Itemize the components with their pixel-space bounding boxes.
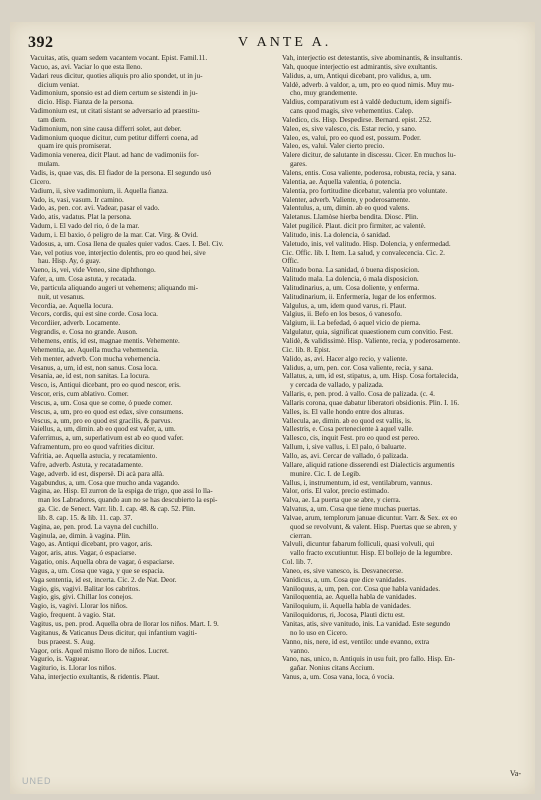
dictionary-line: Valva, ae. La puerta que se abre, y cierra. [282, 496, 401, 505]
dictionary-line: Vehementia, ae. Aquella mucha vehemencia. [30, 345, 159, 354]
dictionary-line: Vagor, aris, atus. Vagar, ó espaciarse. [30, 549, 137, 558]
dictionary-line: Vanidicus, a, um. Cosa que dice vanidades. [282, 575, 407, 584]
dictionary-line: vanno. [290, 646, 310, 655]
dictionary-line: Vadum, i. El baxio, ó peligro de la mar. Cat. Virg. & Ovid. [30, 230, 198, 239]
dictionary-line: quod se revolvunt, & valent. Hisp. Puertas que se abren, y [290, 522, 457, 531]
dictionary-line: Vaha, interjectio exultantis, & ridentis. Plaut. [30, 673, 160, 682]
dictionary-line: mulam. [38, 160, 60, 169]
dictionary-line: Vacuo, as, avi. Vaciar lo que esta lleno. [30, 62, 143, 71]
dictionary-line: Offic. [282, 257, 299, 266]
dictionary-line: Vecordia, ae. Aquella locura. [30, 301, 114, 310]
dictionary-line: Vadimonium, non sine causa differri solet, aut deber. [30, 124, 182, 133]
dictionary-line: Valido, as, avi. Hacer algo recio, y valiente. [282, 354, 408, 363]
dictionary-line: gañar. Nonius citans Accium. [290, 664, 375, 673]
dictionary-line: Vesco, is, Antiqui dicebant, pro eo quod nescor, eris. [30, 381, 181, 390]
dictionary-line: Vanus, a, um. Cosa vana, loca, ó vocia. [282, 673, 395, 682]
dictionary-line: Vadimonium, sponsio est ad diem certum se sistendi in ju- [30, 89, 198, 98]
dictionary-line: Cic. Offic. lib. I. Item. La salud, y convalecencia. Cic. 2. [282, 248, 445, 257]
dictionary-line: Vagitanus, & Vaticanus Deus dicitur, qui infantium vagiti- [30, 628, 198, 637]
dictionary-line: Vadosus, a, um. Cosa llena de quales quier vados. Caes. I. Bel. Civ. [30, 239, 224, 248]
dictionary-line: Valgius, ii. Befo en los besos, ó vanesofo. [282, 310, 402, 319]
dictionary-line: Vesanus, a, um, id est, non sanus. Cosa loca. [30, 363, 158, 372]
dictionary-line: Valens, entis. Cosa valiente, poderosa, robusta, recia, y sana. [282, 168, 457, 177]
dictionary-line: hau. Hisp. Ay, ó guay. [38, 257, 101, 266]
dictionary-line: Vagina, ae. Hisp. El zurron de la espiga de trigo, que assi lo lla- [30, 487, 213, 496]
dictionary-line: Valdè, adverb. à valdor, a, um, pro eo quod nimis. Muy mu- [282, 80, 454, 89]
dictionary-line: Vagor, oris. Aquel mismo lloro de niños. Lucret. [30, 646, 169, 655]
dictionary-line: vallo fracto excutiuntur. Hisp. El bollejo de la legumbre. [290, 549, 453, 558]
dictionary-line: Vadium, ii, sive vadimonium, ii. Aquella fianza. [30, 186, 168, 195]
dictionary-line: Vallus, i, instrumentum, id est, ventilabrum, vannus. [282, 478, 433, 487]
dictionary-line: Validus, a, um, Antiqui dicebant, pro validus, a, um. [282, 71, 432, 80]
dictionary-line: Vage, adverb. id est, dispersè. Di acà para allà. [30, 469, 164, 478]
dictionary-line: Cicero. [30, 177, 51, 186]
dictionary-line: munire. Cic. I. de Legib. [290, 469, 361, 478]
dictionary-line: Valetudo, inis, vel valitudo. Hisp. Dolencia, y enfermedad. [282, 239, 451, 248]
dictionary-line: Col. lib. 7. [282, 558, 313, 567]
dictionary-line: cierran. [290, 531, 312, 540]
dictionary-line: Vagio, gis, vagivi. Balitar los cabritos. [30, 584, 140, 593]
dictionary-line: Vaneo, es, sive vanesco, is. Desvanecerse. [282, 566, 403, 575]
running-title: V ANTE A. [238, 35, 332, 50]
dictionary-line: Valvuli, dicuntur fabarum folliculi, quasi volvuli, qui [282, 540, 435, 549]
dictionary-line: Valentia, ae. Aquella valentia, ó potencia. [282, 177, 402, 186]
dictionary-line: Vadis, is, quae vas, dis. El fiador de la persona. El segundo usó [30, 168, 212, 177]
dictionary-line: Vafre, adverb. Astuta, y recatadamente. [30, 460, 143, 469]
dictionary-line: Valles, is. El valle hondo entre dos alturas. [282, 407, 405, 416]
dictionary-line: Vanno, nis, nere, id est, ventilo: unde evanno, extra [282, 637, 430, 646]
dictionary-line: nuit, ut vesanus. [38, 292, 85, 301]
dictionary-line: Vehemens, entis, id est, magnae mentis. Vehemente. [30, 337, 180, 345]
dictionary-line: Vagitus, us, pen. prod. Aquella obra de llorar los niños. Mart. I. 9. [30, 620, 219, 628]
dictionary-line: Valitudo, inis. La dolencia, ó sanidad. [282, 230, 391, 239]
dictionary-line: Valgulatur, quia, significat quaestionem cum convitio. Fest. [282, 328, 453, 337]
dictionary-line: Valenter, adverb. Valiente, y poderosamente. [282, 195, 411, 204]
dictionary-line: Valitudo mala. La dolencia, ó mala disposicion. [282, 275, 419, 284]
dictionary-line: Vaframentum, pro eo quod vafrities dicitur. [30, 443, 155, 452]
book-page [10, 22, 535, 794]
dictionary-line: Vado, as, pen. cor. avi. Vadear, pasar el vado. [30, 204, 160, 213]
dictionary-line: Vallo, as, avi. Cercar de vallado, ó palizada. [282, 451, 409, 460]
dictionary-line: Vallatus, a, um, id est, stipatus, a, um. Hisp. Cosa fortalecida, [282, 372, 459, 381]
dictionary-line: Valvae, arum, templorum januae dicuntur. Varr. & Sex. ex eo [282, 513, 458, 522]
dictionary-line: Valedico, cis. Hisp. Despedirse. Bernard. epist. 252. [282, 115, 432, 124]
dictionary-line: Vescus, a, um, pro eo quod est gracilis, & parvus. [30, 416, 173, 425]
dictionary-line: Valeo, es, sive valesco, cis. Estar recio, y sano. [282, 124, 417, 133]
dictionary-line: gares. [290, 160, 307, 169]
dictionary-line: Vadimonium est, ut citati sistant se adversario ad praestitu- [30, 107, 200, 116]
dictionary-line: Vagina, ae, pen. prod. La vayna del cuchillo. [30, 522, 159, 531]
catchword: Va- [509, 769, 521, 778]
dictionary-line: Validè, & validissimè. Hisp. Valiente, recia, y poderosamente. [282, 337, 461, 345]
dictionary-line: Validus, a, um, pen. cor. Cosa valiente, recia, y sana. [282, 363, 434, 372]
dictionary-line: Vafer, a, um. Cosa astuta, y recatada. [30, 275, 137, 284]
dictionary-line: quam ire quis promiserat. [38, 142, 112, 151]
page-header [28, 34, 518, 54]
dictionary-line: cho, muy grandemente. [290, 89, 358, 98]
dictionary-line: Vadimonium quoque dicitur, cum petitur differri coena, ad [30, 133, 198, 142]
dictionary-line: bus praeest. S. Aug. [38, 637, 96, 646]
dictionary-line: Vallestris, e. Cosa perteneciente à aquel valle. [282, 425, 414, 434]
page-number: 392 [28, 34, 54, 51]
dictionary-line: Vanitas, atis, sive vanitudo, inis. La vanidad. Este segundo [282, 620, 451, 628]
dictionary-line: Valentulus, a, um, dimin. ab eo quod valens. [282, 204, 410, 213]
dictionary-line: Vano, nas, unico, n. Antiquis in usu fuit, pro fallo. Hisp. En- [282, 655, 455, 664]
dictionary-line: Vaniloquidorus, ri, Jocosa, Plauti dictu est. [282, 611, 405, 620]
dictionary-line: y cercada de vallado, y palizada. [290, 381, 384, 390]
dictionary-line: Vadari reus dicitur, quoties aliquis pro alio spondet, ut in ju- [30, 71, 203, 80]
dictionary-line: Valentia, pro fortitudine dicebatur, valentia pro voluntate. [282, 186, 448, 195]
dictionary-line: Valor, oris. El valor, precio estimado. [282, 487, 390, 496]
dictionary-line: Vagiturio, is. Llorar los niños. [30, 664, 117, 673]
dictionary-line: Ve, particula aliquando augeri ut vehemens; aliquando mi- [30, 283, 199, 292]
dictionary-line: man los Labradores, quando aun no se has descubierto la espi- [38, 496, 218, 505]
dictionary-line: Vaga sententia, id est, incerta. Cic. 2. de Nat. Deor. [30, 575, 177, 584]
dictionary-line: Vaginula, ae, dimin. à vagina. Plin. [30, 531, 131, 540]
dictionary-line: Vagio, is, vagivi. Llorar los niños. [30, 602, 128, 611]
library-watermark: UNED [22, 776, 52, 786]
left-column [30, 54, 268, 782]
dictionary-line: Valet pugilicè. Plaut. dicit pro firmiter, ac valentè. [282, 222, 426, 231]
dictionary-line: Vagabundus, a, um. Cosa que mucho anda vagando. [30, 478, 180, 487]
dictionary-line: Vallecula, ae, dimin. ab eo quod est vallis, is. [282, 416, 412, 425]
dictionary-line: Valeo, es, valui, pro eo quod est, possum. Poder. [282, 133, 421, 142]
dictionary-line: Vado, is, vasi, vasum. Ir camino. [30, 195, 124, 204]
dictionary-line: Valdius, comparativum est à valdè deductum, idem signifi- [282, 98, 452, 107]
dictionary-line: Valitudinarius, a, um. Cosa doliente, y enferma. [282, 283, 420, 292]
dictionary-line: Vagio, gis, givi. Chillar los conejos. [30, 593, 133, 602]
dictionary-line: Valitudo bona. La sanidad, ó buena disposicion. [282, 266, 420, 275]
dictionary-line: dicio. Hisp. Fianza de la persona. [38, 98, 134, 107]
dictionary-line: Vecors, cordis, qui est sine corde. Cosa loca. [30, 310, 158, 319]
dictionary-line: Valgulus, a, um, idem quod varus, ri. Plaut. [282, 301, 407, 310]
dictionary-line: Veh menter, adverb. Con mucha vehemencia. [30, 354, 161, 363]
dictionary-line: Vagurio, is. Vaguear. [30, 655, 90, 664]
dictionary-line: Vallare, aliquid ratione disserendi est Dialecticis argumentis [282, 460, 455, 469]
dictionary-line: Vaiellus, a, um, dimin. ab eo quod est vafer, a, um. [30, 425, 176, 434]
dictionary-line: Vado, atis, vadatus. Plat la persona. [30, 213, 132, 222]
dictionary-line: Vagatio, onis. Aquella obra de vagar, ó espaciarse. [30, 558, 175, 567]
dictionary-line: Valvatus, a, um. Cosa que tiene muchas puertas. [282, 505, 421, 514]
dictionary-line: Vegrandis, e. Cosa no grande. Auson. [30, 328, 138, 337]
dictionary-line: Vae, vel potius voe, interjectio dolentis, pro eo quod hei, sive [30, 248, 206, 257]
dictionary-line: Vescus, a, um. Cosa que se come, ó puede comer. [30, 398, 173, 407]
dictionary-line: Vadum, i. El vado del rio, ó de la mar. [30, 222, 140, 231]
right-column [282, 54, 526, 782]
dictionary-line: Vallaris, e, pen. prod. à vallo. Cosa de palizada. (c. 4. [282, 390, 435, 399]
dictionary-line: Vaniloquium, ii. Aquella habla de vanidades. [282, 602, 411, 611]
dictionary-line: Vafritia, ae. Aquella astucia, y recatamiento. [30, 451, 158, 460]
dictionary-line: Vagio, frequent. à vagio. Stat. [30, 611, 116, 620]
dictionary-line: no lo uso en Cicero. [290, 628, 348, 637]
dictionary-line: Valitudinarium, ii. Enfermería, lugar de los enfermos. [282, 292, 437, 301]
dictionary-line: Vescus, a, um, pro eo quod est edax, sive consumens. [30, 407, 184, 416]
dictionary-line: Vah, quoque interjectio est admirantis, sive exultantis. [282, 62, 438, 71]
dictionary-line: ga. Cic. de Senect. Varr. lib. I. cap. 48. & cap. 52. Plin. [38, 505, 196, 514]
dictionary-line: Valere dicitur, de salutante in discessu. Cicer. En muchos lu- [282, 151, 456, 160]
dictionary-line: Vaniloquus, a, um, pen. cor. Cosa que habla vanidades. [282, 584, 441, 593]
dictionary-line: dicium veniat. [38, 80, 80, 89]
dictionary-line: Vadimonia venerea, dicit Plaut. ad hanc de vadimoniis for- [30, 151, 199, 160]
dictionary-line: Vaeno, is, vei, vide Veneo, sine diphthongo. [30, 266, 156, 275]
dictionary-line: Valgium, ii. La befedad, ó aquel vicio de pierna. [282, 319, 421, 328]
dictionary-line: Valeo, es, valui. Valer cierto precio. [282, 142, 385, 151]
dictionary-line: Vecordiier, adverb. Locamente. [30, 319, 121, 328]
dictionary-line: Cic. lib. 8. Epist. [282, 345, 331, 354]
dictionary-line: Vah, interjectio est detestantis, sive abominantis, & insultantis. [282, 54, 463, 62]
dictionary-line: Vallaris corona, quae dabatur liberatori obsidionis. Plin. I. 16. [282, 398, 460, 407]
dictionary-line: Vago, as. Antiqui dicebant, pro vagor, aris. [30, 540, 153, 549]
dictionary-line: Vallum, i, sive vallus, i. El palo, ó baluarte. [282, 443, 407, 452]
dictionary-line: Vallesco, cis, inquit Fest. pro eo quod est pereo. [282, 434, 420, 443]
dictionary-line: Valetanus. Llamòse hierba bendita. Diosc. Plin. [282, 213, 419, 222]
dictionary-line: Vacuitas, atis, quam sedem vacantem vocant. Epist. Famil.11. [30, 54, 208, 62]
dictionary-line: cans quod magis, sive vehementius. Calep. [290, 107, 414, 116]
dictionary-line: Vescor, eris, cum ablativo. Comer. [30, 390, 129, 399]
dictionary-line: Vesania, ae, id est, non sanitas. La locura. [30, 372, 150, 381]
dictionary-line: Vagus, a, um. Cosa que vaga, y que se espacia. [30, 566, 165, 575]
dictionary-line: tam diem. [38, 115, 67, 124]
dictionary-line: Vaferrimus, a, um, superlativum est ab eo quod vafer. [30, 434, 184, 443]
dictionary-line: Vaniloquentia, ae. Aquella habla de vanidades. [282, 593, 417, 602]
dictionary-line: lib. 8. cap. 15. & lib. 11. cap. 37. [38, 513, 133, 522]
